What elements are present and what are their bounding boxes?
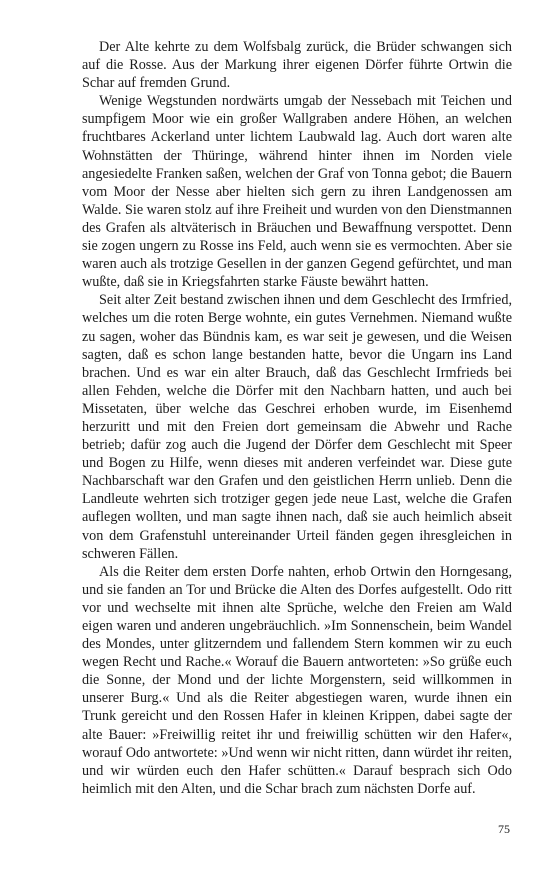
paragraph-2: Wenige Wegstunden nordwärts umgab der Nessebach mit Teichen und sumpfigem Moor wie ein großer Wallgraben andere Höhen, an welchen fruchtbares Ackerland unter lichtem Laubwald lag. Auch dort waren alte Wohnstätten der Thüringe, während hinter ihnen im Norden viele angesiedelte Franken saßen, welchen der Graf von Tonna gebot; die Bauern vom Moor der Nesse aber hielten sich gern zu ihren Landgenossen am Walde. Sie waren stolz auf ihre Freiheit und wurden von den Dienstmannen des Grafen als altväterisch in Bräuchen und Bewaffnung verspottet. Denn sie zogen ungern zu Rosse ins Feld, auch wenn sie es vermochten. Aber sie waren auch als trotzige Gesellen in der ganzen Gegend gefürchtet, und man wußte, daß sie in Kriegsfahrten starke Fäuste bewährt hatten. [82, 93, 512, 291]
paragraph-1: Der Alte kehrte zu dem Wolfsbalg zurück, die Brüder schwangen sich auf die Rosse. Aus der Markung ihrer eigenen Dörfer führte Ortwin die Schar auf fremden Grund. [82, 39, 512, 92]
page-number: 75 [498, 822, 510, 836]
paragraph-4: Als die Reiter dem ersten Dorfe nahten, erhob Ortwin den Horngesang, und sie fanden an Tor und Brücke die Alten des Dorfes aufgestellt. Odo ritt vor und wechselte mit ihnen alte Sprüche, welche den Freien am Wald eigen waren und anderen ungebräuchlich. »Im Sonnenschein, beim Wandel des Mondes, unter glitzerndem und fallendem Stern kommen wir zu euch wegen Recht und Rache.« Worauf die Bauern antworteten: »So grüße euch die Sonne, der Mond und der lichte Morgenstern, seid willkommen in unserer Burg.« Und als die Reiter abgestiegen waren, wurde ihnen ein Trunk gereicht und den Rossen Hafer in kleinen Krippen, dabei sagte der alte Bauer: »Freiwillig reitet ihr und freiwillig schütten wir den Hafer«, worauf Odo antwortete: »Und wenn wir nicht ritten, dann würdet ihr reiten, und wir würden euch den Hafer schütten.« Darauf besprach sich Odo heimlich mit den Alten, und die Schar brach zum nächsten Dorfe auf. [82, 563, 512, 797]
body-text [82, 38, 512, 798]
paragraph-3: Seit alter Zeit bestand zwischen ihnen und dem Geschlecht des Irmfried, welches um die roten Berge wohnte, ein gutes Vernehmen. Niemand wußte zu sagen, woher das Bündnis kam, es war seit je gewesen, und die Weisen sagten, daß es schon lange bestanden hatte, bevor die Ungarn ins Land brachen. Und es war ein alter Brauch, daß das Geschlecht Irmfrieds bei allen Fehden, welche die Dörfer mit den Nachbarn hatten, und auch bei Missetaten, über welche das Geschrei erhoben wurde, im Eisenhemd herzuritt und mit den Freien dort gemeinsam die Abwehr und Rache betrieb; dafür zog auch die Jugend der Dörfer dem Geschlecht mit Speer und Bogen zu Hilfe, wenn dieses mit anderen verfeindet war. Diese gute Nachbarschaft war den Grafen und den geistlichen Herrn unlieb. Denn die Landleute wehrten sich trotziger gegen jede neue Last, welche die Grafen auflegen wollten, und man sagte ihnen nach, daß sie auch heimlich abseit von dem Grafenstuhl untereinander Urteil fänden gegen ihresgleichen in schweren Fällen. [82, 292, 512, 562]
